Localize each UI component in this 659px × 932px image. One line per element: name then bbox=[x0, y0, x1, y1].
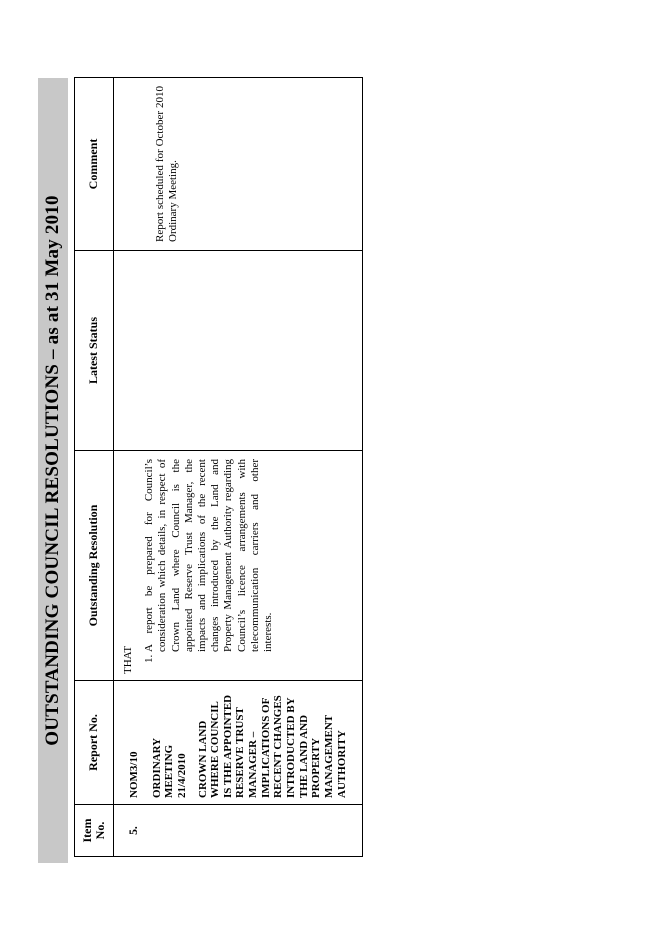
item-number: 5. bbox=[114, 805, 363, 857]
subject-line: INTRODUCTED BY bbox=[285, 697, 298, 798]
subject-line: THE LAND AND bbox=[297, 714, 310, 798]
meeting-details bbox=[151, 685, 189, 798]
report-number: NOM3/10 bbox=[128, 751, 140, 798]
header-report-no: Report No. bbox=[75, 681, 114, 805]
subject-line: RESERVE TRUST bbox=[234, 707, 247, 798]
subject-line: IS THE APPOINTED bbox=[221, 694, 234, 798]
rotated-page bbox=[38, 78, 360, 863]
subject-line: IMPLICATIONS OF bbox=[259, 697, 272, 798]
report-subject bbox=[197, 685, 349, 798]
subject-line: PROPERTY bbox=[310, 737, 323, 798]
latest-status-cell bbox=[114, 251, 363, 451]
table-header-row bbox=[75, 78, 114, 857]
meeting-line: ORDINARY bbox=[150, 737, 163, 798]
subject-line: MANAGEMENT bbox=[322, 714, 335, 798]
header-latest-status: Latest Status bbox=[75, 251, 114, 451]
resolution-list bbox=[143, 459, 275, 674]
subject-line: RECENT CHANGES bbox=[272, 695, 285, 798]
page-title bbox=[38, 78, 68, 863]
resolution-item: 1. A report be prepared for Council’s consideration which details, in respect of Crown Land where Council is the appointed Reserve Trust Manager, the impacts and implications of the recent changes introduced by the Land and Property Management Authority regarding Council’s licence arrangements with telecommunication carriers and other interests. bbox=[143, 459, 275, 652]
page-title-text: OUTSTANDING COUNCIL RESOLUTIONS – as at 31 May 2010 bbox=[42, 195, 63, 746]
resolution-intro: THAT bbox=[122, 645, 134, 674]
subject-line: WHERE COUNCIL bbox=[209, 701, 222, 798]
meeting-line: MEETING bbox=[163, 744, 176, 798]
report-cell bbox=[114, 681, 363, 805]
header-comment: Comment bbox=[75, 78, 114, 251]
resolutions-table bbox=[74, 77, 363, 857]
subject-line: AUTHORITY bbox=[335, 730, 348, 798]
meeting-date: 21/4/2010 bbox=[175, 753, 188, 798]
header-item-no: Item No. bbox=[75, 805, 114, 857]
subject-line: CROWN LAND bbox=[196, 720, 209, 798]
resolution-cell bbox=[114, 451, 363, 681]
subject-line: MANAGER – bbox=[247, 731, 260, 798]
comment-cell: Report scheduled for October 2010 Ordinary Meeting. bbox=[114, 78, 363, 251]
header-outstanding-resolution: Outstanding Resolution bbox=[75, 451, 114, 681]
table-row bbox=[114, 78, 363, 857]
